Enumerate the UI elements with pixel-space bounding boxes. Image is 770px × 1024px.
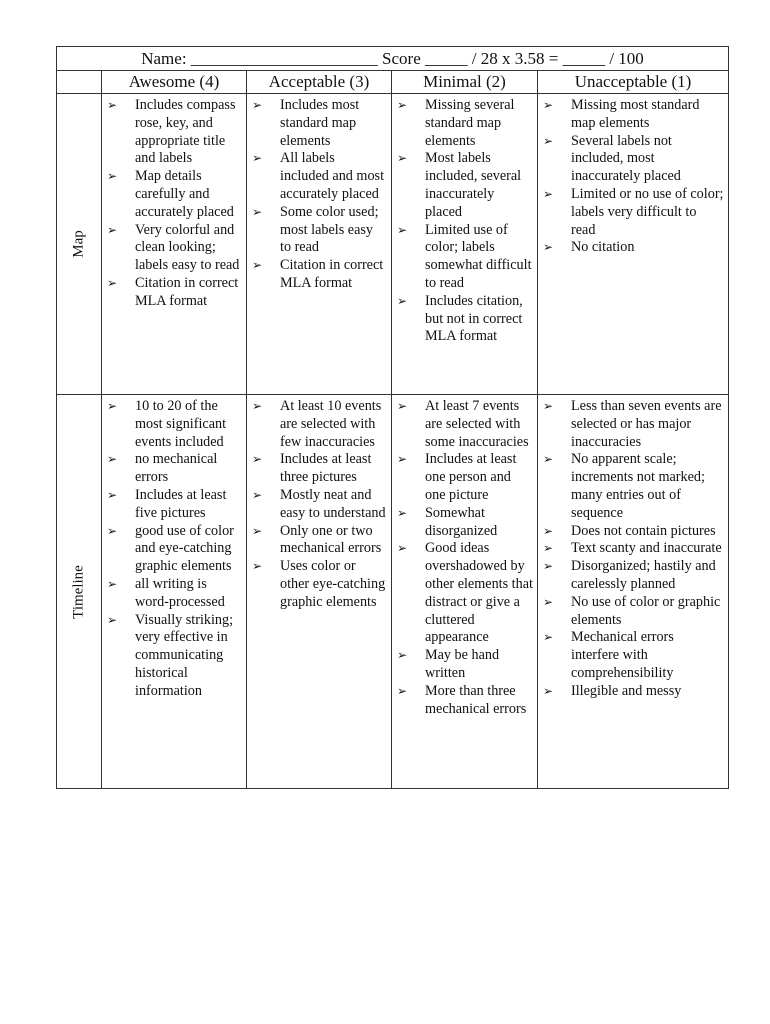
criteria-cell [102,94,247,395]
criterion-item: ➢ Includes citation, but not in correct MLA format [397,293,533,346]
criterion-item: ➢ Illegible and messy [543,683,724,701]
criterion-item: ➢ No apparent scale; increments not marked; many entries out of sequence [543,451,724,522]
level-header: Unacceptable (1) [538,71,729,94]
criterion-item: ➢ Uses color or other eye-catching graphic elements [252,558,387,611]
criteria-list [392,395,537,718]
name-score-line: Name: ______________________ Score _____ / 28 x 3.58 = _____ / 100 [57,47,729,71]
criterion-item: ➢ Mechanical errors interfere with comprehensibility [543,629,724,682]
criterion-item: ➢ no mechanical errors [107,451,242,487]
name-score-row [57,47,729,71]
criteria-cell [392,94,538,395]
criterion-item: ➢ Includes at least five pictures [107,487,242,523]
row-label-cell [57,395,102,789]
level-header-row [57,71,729,94]
criterion-item: ➢ 10 to 20 of the most significant events included [107,398,242,451]
criteria-cell [102,395,247,789]
criteria-list [247,395,391,612]
criterion-item: ➢ Includes most standard map elements [252,97,387,150]
criterion-item: ➢ Visually striking; very effective in communicating historical information [107,612,242,701]
criterion-item: ➢ Citation in correct MLA format [252,257,387,293]
criteria-list [102,94,246,311]
criteria-list [538,94,728,257]
criteria-cell [247,94,392,395]
row-label-map: Map [70,230,87,258]
criterion-item: ➢ Limited or no use of color; labels very difficult to read [543,186,724,239]
criteria-list [102,395,246,701]
criteria-list [247,94,391,293]
criterion-item: ➢ May be hand written [397,647,533,683]
criterion-item: ➢ Limited use of color; labels somewhat difficult to read [397,222,533,293]
criterion-item: ➢ No citation [543,239,724,257]
criterion-item: ➢ Several labels not included, most inaccurately placed [543,133,724,186]
criterion-item: ➢ Includes at least one person and one picture [397,451,533,504]
criterion-item: ➢ At least 7 events are selected with some inaccuracies [397,398,533,451]
criterion-item: ➢ No use of color or graphic elements [543,594,724,630]
criterion-item: ➢ Citation in correct MLA format [107,275,242,311]
criterion-item: ➢ Does not contain pictures [543,523,724,541]
criteria-row-map [57,94,729,395]
criterion-item: ➢ Most labels included, several inaccurately placed [397,150,533,221]
criterion-item: ➢ all writing is word-processed [107,576,242,612]
criterion-item: ➢ Mostly neat and easy to understand [252,487,387,523]
criterion-item: ➢ Good ideas overshadowed by other elements that distract or give a cluttered appearance [397,540,533,647]
criteria-cell [538,395,729,789]
rubric-table [56,46,729,789]
criterion-item: ➢ All labels included and most accurately placed [252,150,387,203]
criterion-item: ➢ Missing most standard map elements [543,97,724,133]
criterion-item: ➢ Text scanty and inaccurate [543,540,724,558]
criteria-cell [538,94,729,395]
criterion-item: ➢ Missing several standard map elements [397,97,533,150]
criterion-item: ➢ Disorganized; hastily and carelessly planned [543,558,724,594]
row-label-timeline: Timeline [70,564,87,619]
criterion-item: ➢ Map details carefully and accurately placed [107,168,242,221]
criterion-item: ➢ Very colorful and clean looking; labels easy to read [107,222,242,275]
level-header: Minimal (2) [392,71,538,94]
criteria-row-timeline [57,395,729,789]
criterion-item: ➢ Somewhat disorganized [397,505,533,541]
criteria-list [392,94,537,346]
criterion-item: ➢ Includes compass rose, key, and appropriate title and labels [107,97,242,168]
criterion-item: ➢ Includes at least three pictures [252,451,387,487]
level-header: Awesome (4) [102,71,247,94]
criteria-cell [247,395,392,789]
criterion-item: ➢ Only one or two mechanical errors [252,523,387,559]
criterion-item: ➢ Less than seven events are selected or has major inaccuracies [543,398,724,451]
criteria-cell [392,395,538,789]
level-header: Acceptable (3) [247,71,392,94]
criterion-item: ➢ More than three mechanical errors [397,683,533,719]
row-label-cell [57,94,102,395]
criterion-item: ➢ Some color used; most labels easy to read [252,204,387,257]
criterion-item: ➢ At least 10 events are selected with few inaccuracies [252,398,387,451]
criterion-item: ➢ good use of color and eye-catching graphic elements [107,523,242,576]
criteria-list [538,395,728,701]
corner-cell [57,71,102,94]
